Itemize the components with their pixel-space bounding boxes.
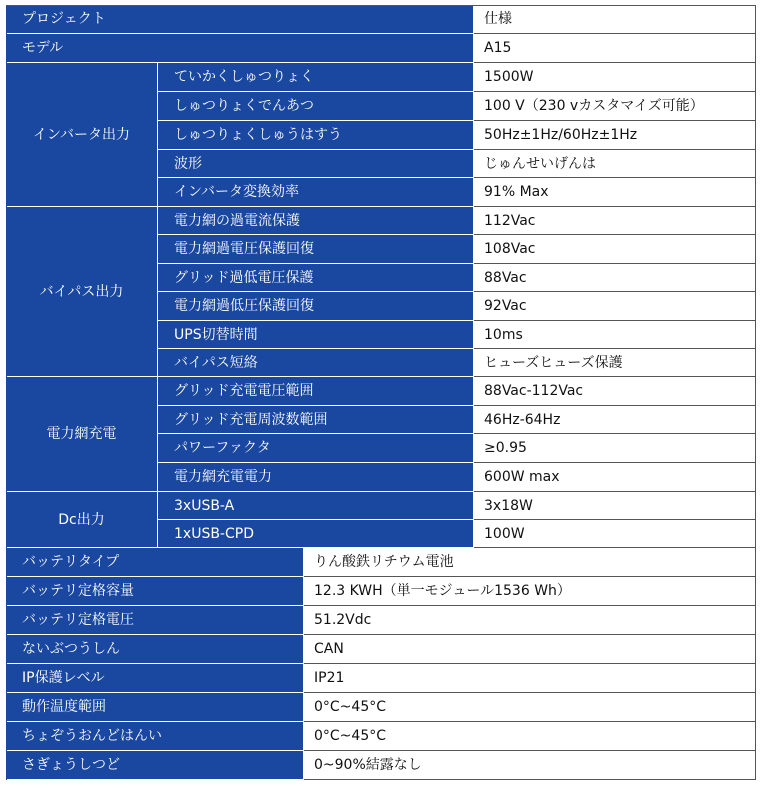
row-label-cell: 電力網充電電力: [158, 463, 474, 492]
model-value-cell: A15: [474, 34, 756, 63]
row-value-cell: 1500W: [474, 63, 756, 92]
row-label-cell: グリッド充電周波数範囲: [158, 406, 474, 434]
row-value-cell: 50Hz±1Hz/60Hz±1Hz: [474, 121, 756, 150]
battery-label-cell: バッテリタイプ: [6, 548, 304, 577]
model-label-cell: モデル: [6, 34, 474, 63]
battery-value-cell: 0~90%結露なし: [304, 751, 756, 780]
battery-label-cell: バッテリ定格電圧: [6, 606, 304, 635]
row-label-cell: しゅつりょくでんあつ: [158, 92, 474, 121]
row-value-cell: 88Vac-112Vac: [474, 377, 756, 406]
row-label-cell: 電力網の過電流保護: [158, 207, 474, 235]
battery-value-cell: 0°C~45°C: [304, 693, 756, 722]
row-label-cell: グリッド充電電圧範囲: [158, 377, 474, 406]
row-label-cell: バイパス短絡: [158, 349, 474, 377]
row-value-cell: ≥0.95: [474, 434, 756, 463]
battery-value-cell: CAN: [304, 635, 756, 664]
row-label-cell: パワーファクタ: [158, 434, 474, 463]
row-label-cell: 3xUSB-A: [158, 492, 474, 520]
battery-label-cell: さぎょうしつど: [6, 751, 304, 780]
group-name-cell: バイパス出力: [6, 207, 158, 377]
row-label-cell: 電力網過電圧保護回復: [158, 235, 474, 264]
row-value-cell: 600W max: [474, 463, 756, 492]
battery-value-cell: IP21: [304, 664, 756, 693]
header-value-cell: 仕様: [474, 5, 756, 34]
row-label-cell: 1xUSB-CPD: [158, 520, 474, 548]
row-value-cell: 112Vac: [474, 207, 756, 235]
battery-value-cell: りん酸鉄リチウム電池: [304, 548, 756, 577]
group-name-cell: 電力網充電: [6, 377, 158, 492]
header-item-cell: プロジェクト: [6, 5, 474, 34]
battery-value-cell: 12.3 KWH（単一モジュール1536 Wh）: [304, 577, 756, 606]
row-value-cell: 88Vac: [474, 264, 756, 292]
row-label-cell: 波形: [158, 150, 474, 178]
row-label-cell: インバータ変換効率: [158, 178, 474, 207]
row-label-cell: 電力網過低圧保護回復: [158, 292, 474, 321]
battery-label-cell: バッテリ定格容量: [6, 577, 304, 606]
row-label-cell: ていかくしゅつりょく: [158, 63, 474, 92]
row-label-cell: しゅつりょくしゅうはすう: [158, 121, 474, 150]
row-value-cell: 3x18W: [474, 492, 756, 520]
row-value-cell: 92Vac: [474, 292, 756, 321]
row-value-cell: 100W: [474, 520, 756, 548]
row-value-cell: ヒューズヒューズ保護: [474, 349, 756, 377]
group-name-cell: インバータ出力: [6, 63, 158, 207]
row-value-cell: 100 V（230 vカスタマイズ可能）: [474, 92, 756, 121]
row-label-cell: UPS切替時間: [158, 321, 474, 349]
battery-label-cell: ないぶつうしん: [6, 635, 304, 664]
row-value-cell: 10ms: [474, 321, 756, 349]
row-value-cell: 91% Max: [474, 178, 756, 207]
battery-label-cell: 動作温度範囲: [6, 693, 304, 722]
battery-label-cell: ちょぞうおんどはんい: [6, 722, 304, 751]
battery-value-cell: 51.2Vdc: [304, 606, 756, 635]
row-value-cell: じゅんせいげんは: [474, 150, 756, 178]
battery-value-cell: 0°C~45°C: [304, 722, 756, 751]
row-label-cell: グリッド過低電圧保護: [158, 264, 474, 292]
group-name-cell: Dc出力: [6, 492, 158, 548]
row-value-cell: 108Vac: [474, 235, 756, 264]
row-value-cell: 46Hz-64Hz: [474, 406, 756, 434]
battery-label-cell: IP保護レベル: [6, 664, 304, 693]
